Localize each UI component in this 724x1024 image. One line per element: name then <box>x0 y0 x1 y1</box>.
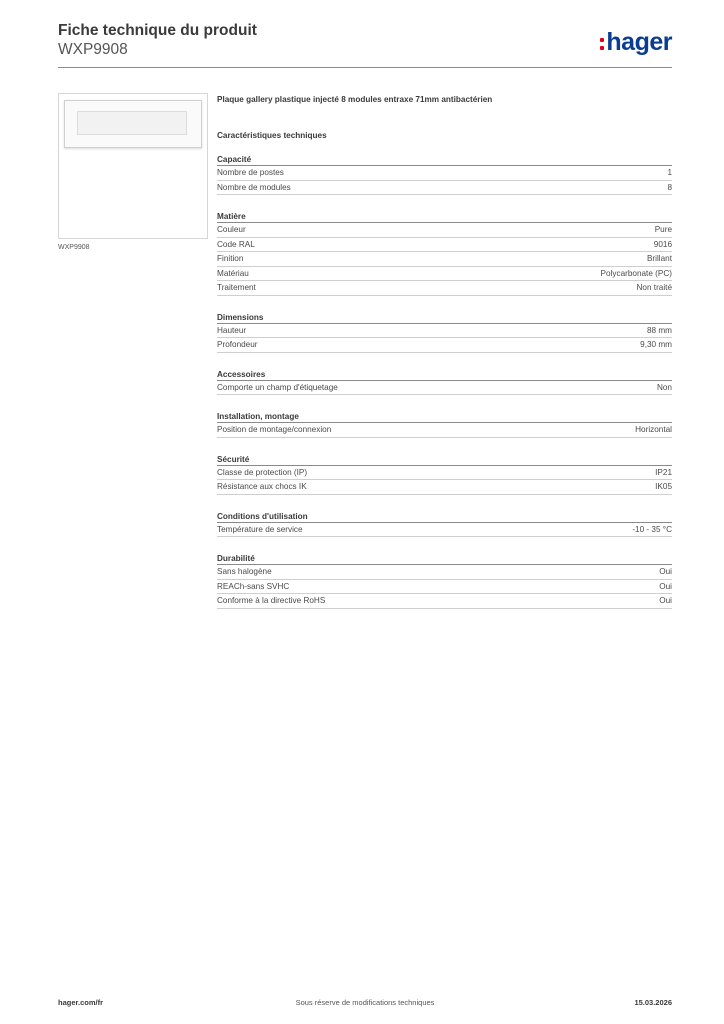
spec-value: IK05 <box>655 482 672 491</box>
section-title: Matière <box>217 211 672 223</box>
footer-website: hager.com/fr <box>58 998 104 1007</box>
spec-label: Température de service <box>217 524 303 534</box>
spec-label: Matériau <box>217 268 249 278</box>
spec-label: Code RAL <box>217 239 255 249</box>
spec-section <box>217 553 672 609</box>
spec-section <box>217 312 672 353</box>
spec-label: Couleur <box>217 225 246 234</box>
spec-value: 9,30 mm <box>640 340 672 349</box>
section-title: Sécurité <box>217 454 672 466</box>
spec-value: 88 mm <box>646 325 672 335</box>
section-title: Accessoires <box>217 369 672 381</box>
spec-label: Position de montage/connexion <box>217 425 332 434</box>
spec-row <box>217 166 672 181</box>
spec-sections <box>217 154 672 609</box>
page-footer <box>58 998 672 1008</box>
spec-row <box>217 223 672 238</box>
spec-row <box>217 580 672 595</box>
spec-value: Horizontal <box>635 425 672 434</box>
spec-value: Brillant <box>646 254 672 263</box>
spec-value: Polycarbonate (PC) <box>600 268 672 278</box>
section-title: Capacité <box>217 154 672 166</box>
spec-value: Oui <box>659 581 672 591</box>
spec-label: Classe de protection (IP) <box>217 467 308 477</box>
spec-row <box>217 381 672 396</box>
spec-row <box>217 281 672 296</box>
spec-label: Traitement <box>217 283 256 292</box>
spec-row <box>217 338 672 353</box>
plate-opening <box>77 111 187 135</box>
section-title: Durabilité <box>217 553 672 565</box>
section-title: Dimensions <box>217 312 672 324</box>
spec-row <box>217 423 672 438</box>
spec-section <box>217 411 672 438</box>
spec-row <box>217 523 672 538</box>
section-title: Conditions d'utilisation <box>217 511 672 523</box>
product-reference: WXP9908 <box>58 41 128 58</box>
spec-section <box>217 154 672 195</box>
spec-section <box>217 211 672 296</box>
spec-row <box>217 252 672 267</box>
spec-value: Pure <box>654 225 672 234</box>
spec-section <box>217 454 672 495</box>
spec-content <box>217 95 672 609</box>
spec-row <box>217 594 672 609</box>
spec-label: Sans halogène <box>217 567 272 576</box>
spec-value: -10 - 35 °C <box>632 524 672 534</box>
spec-value: 8 <box>667 182 672 192</box>
page-header <box>58 22 672 68</box>
page-title: Fiche technique du produit <box>58 22 257 39</box>
spec-value: IP21 <box>655 467 672 477</box>
spec-row <box>217 565 672 580</box>
spec-label: Hauteur <box>217 325 247 335</box>
logo-text: hager <box>606 27 672 56</box>
spec-row <box>217 181 672 196</box>
plate-frame <box>64 100 202 148</box>
section-title: Installation, montage <box>217 411 672 423</box>
spec-value: Oui <box>659 596 672 605</box>
spec-row <box>217 267 672 282</box>
spec-label: Comporte un champ d'étiquetage <box>217 382 338 392</box>
spec-label: Nombre de modules <box>217 182 291 192</box>
spec-label: Conforme à la directive RoHS <box>217 596 326 605</box>
spec-row <box>217 480 672 495</box>
spec-label: Profondeur <box>217 340 258 349</box>
spec-label: Finition <box>217 254 244 263</box>
product-image-caption: WXP9908 <box>58 244 90 251</box>
spec-label: Résistance aux chocs IK <box>217 482 307 491</box>
spec-row <box>217 238 672 253</box>
spec-value: Non <box>656 382 672 392</box>
tech-characteristics-title: Caractéristiques techniques <box>217 131 327 140</box>
spec-value: 9016 <box>653 239 672 249</box>
spec-row <box>217 466 672 481</box>
footer-notice: Sous réserve de modifications techniques <box>295 998 435 1007</box>
product-image <box>58 93 208 239</box>
spec-label: Nombre de postes <box>217 168 284 177</box>
spec-value: Oui <box>659 567 672 576</box>
spec-section <box>217 369 672 396</box>
spec-value: Non traité <box>636 283 672 292</box>
spec-section <box>217 511 672 538</box>
spec-label: REACh-sans SVHC <box>217 581 290 591</box>
hager-logo <box>600 27 672 57</box>
spec-value: 1 <box>667 168 672 177</box>
logo-dots-icon <box>600 38 604 50</box>
header-divider <box>58 67 672 68</box>
product-description: Plaque gallery plastique injecté 8 modules entraxe 71mm antibactérien <box>217 95 493 104</box>
footer-date: 15.03.2026 <box>634 998 672 1007</box>
spec-row <box>217 324 672 339</box>
